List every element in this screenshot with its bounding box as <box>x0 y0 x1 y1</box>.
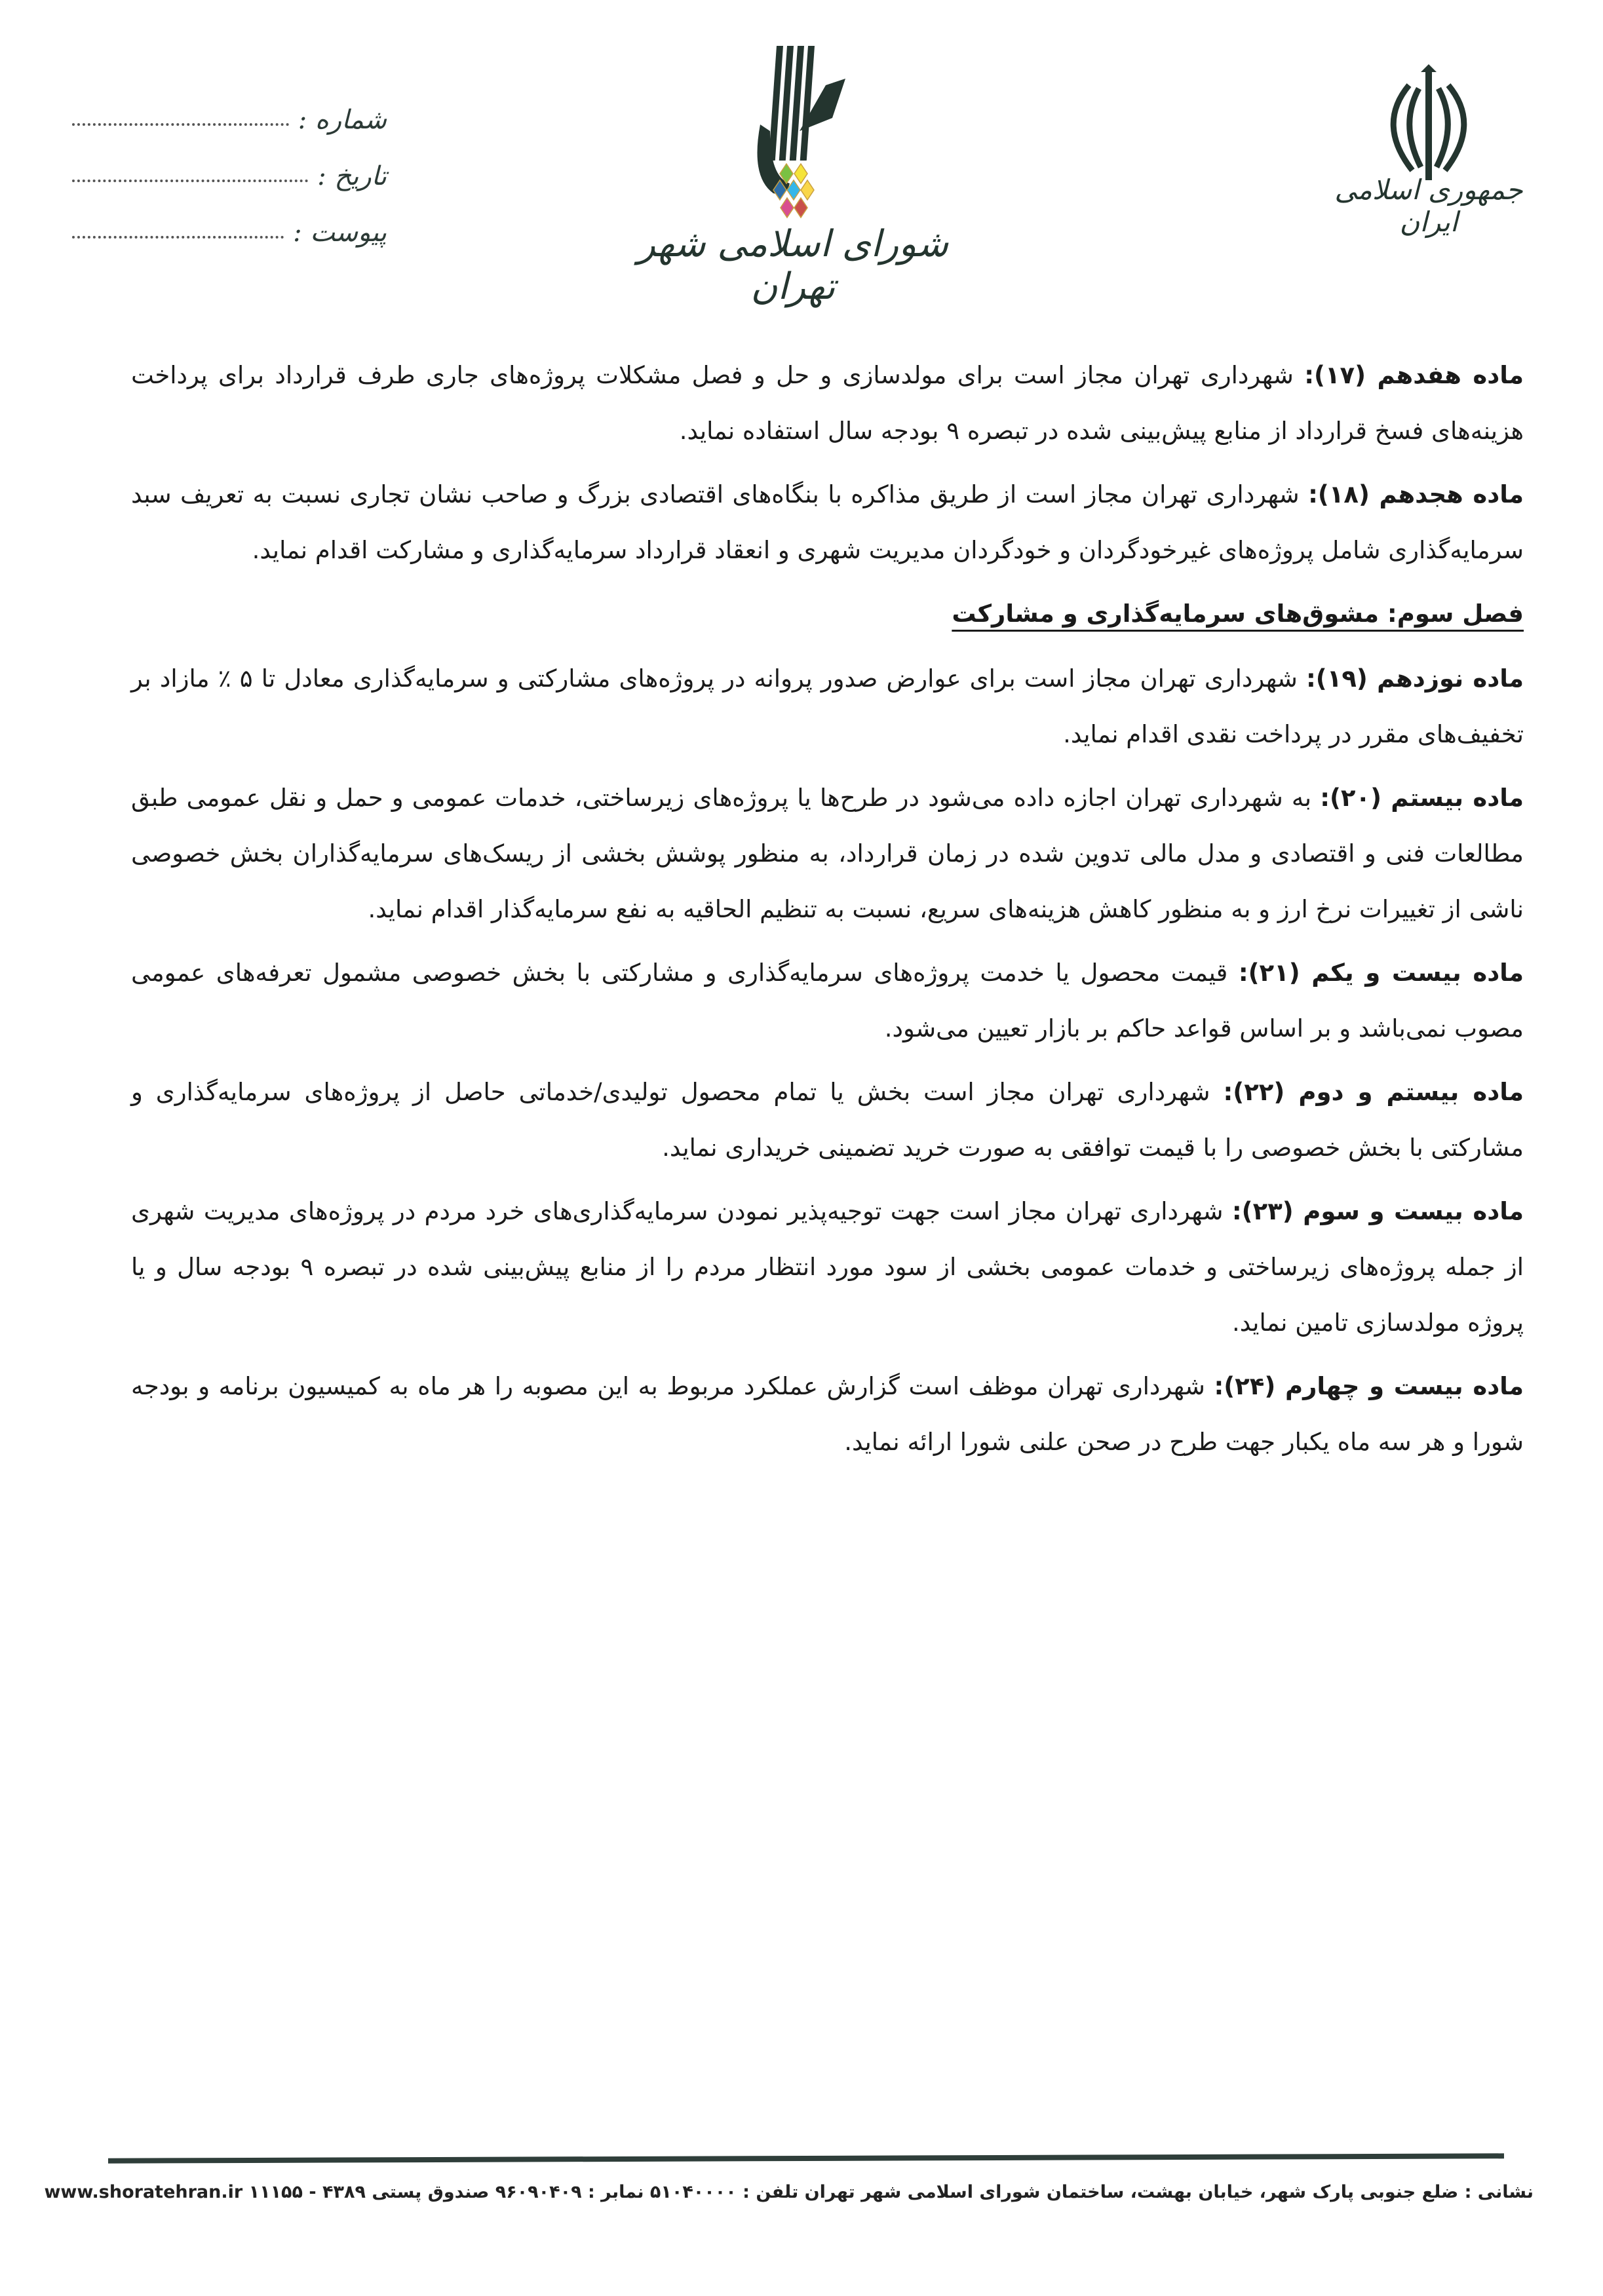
article-17 <box>131 347 1524 459</box>
article-19 <box>131 651 1524 762</box>
article-title: ماده بیست و چهارم (۲۴): <box>1214 1372 1524 1400</box>
article-text: به شهرداری تهران اجازه داده می‌شود در طرح‌ها یا پروژه‌های زیرساختی، خدمات عمومی و حمل و نقل عمومی طبق مطالعات فنی و اقتصادی و مدل مالی تدوین شده در زمان قرارداد، به منظور پوشش بخشی از ریسک‌های سرمایه‌گذاران بخش خصوصی ناشی از تغییرات نرخ ارز و به منظور کاهش هزینه‌های سریع، نسبت به تنظیم الحاقیه به نفع سرمایه‌گذار اقدام نماید. <box>131 784 1524 923</box>
article-title: ماده هفدهم (۱۷): <box>1304 361 1524 389</box>
attachment-field <box>72 191 387 248</box>
chapter-heading: فصل سوم: مشوق‌های سرمایه‌گذاری و مشارکت <box>952 600 1524 628</box>
date-label: تاریخ : <box>317 161 387 191</box>
article-24 <box>131 1358 1524 1470</box>
article-text: شهرداری تهران موظف است گزارش عملکرد مربوط به این مصوبه را هر ماه به کمیسیون برنامه و بودجه شورا و هر سه ماه یکبار جهت طرح در صحن علنی شورا ارائه نماید. <box>131 1372 1524 1456</box>
iran-emblem-icon <box>1363 59 1494 190</box>
article-20 <box>131 770 1524 937</box>
article-text: قیمت محصول یا خدمت پروژه‌های سرمایه‌گذاری و مشارکتی با بخش خصوصی مشمول تعرفه‌های عمومی مصوب نمی‌باشد و بر اساس قواعد حاکم بر بازار تعیین می‌شود. <box>131 959 1524 1043</box>
footer-address: نشانی : ضلع جنوبی پارک شهر، خیابان بهشت، ساختمان شورای اسلامی شهر تهران تلفن : ۵۱۰۴۰۰۰۰ نمابر : ۹۶۰۹۰۴۰۹ صندوق پستی ۴۳۸۹ - ۱۱۱۵۵ <box>242 2182 1534 2202</box>
dotted-line <box>72 123 289 126</box>
article-text: شهرداری تهران مجاز است از طریق مذاکره با بنگاه‌های اقتصادی بزرگ و صاحب نشان تجاری نسبت به تعریف سبد سرمایه‌گذاری شامل پروژه‌های غیرخودگردان و خودگردان مدیریت شهری و انعقاد قرارداد سرمایه‌گذاری و مشارکت اقدام نماید. <box>131 480 1524 564</box>
article-22 <box>131 1064 1524 1176</box>
article-title: ماده بیستم (۲۰): <box>1320 784 1524 812</box>
article-title: ماده بیستم و دوم (۲۲): <box>1223 1078 1524 1106</box>
article-text: شهرداری تهران مجاز است بخش یا تمام محصول تولیدی/خدماتی حاصل از پروژه‌های سرمایه‌گذاری و مشارکتی با بخش خصوصی را با قیمت توافقی به صورت خرید تضمینی خریداری نماید. <box>131 1078 1524 1162</box>
attachment-label: پیوست : <box>293 218 387 248</box>
emblem-text: جمهوری اسلامی ایران <box>1334 174 1523 238</box>
footer-website[interactable]: www.shoratehran.ir <box>44 2182 243 2202</box>
article-23 <box>131 1183 1524 1350</box>
council-logo-text: شورای اسلامی شهر تهران <box>637 223 949 308</box>
article-18 <box>131 467 1524 578</box>
article-title: ماده بیست و یکم (۲۱): <box>1238 959 1524 987</box>
article-text: شهرداری تهران مجاز است جهت توجیه‌پذیر نمودن سرمایه‌گذاری‌های خرد مردم در پروژه‌های مدیریت شهری از جمله پروژه‌های زیرساختی و خدمات عمومی بخشی از سود مورد انتظار مردم را از منابع پیش‌بینی شده در تبصره ۹ بودجه سال و یا پروژه مولدسازی تامین نماید. <box>131 1197 1524 1337</box>
article-text: شهرداری تهران مجاز است برای عوارض صدور پروانه در پروژه‌های مشارکتی و سرمایه‌گذاری معادل تا ۵ ٪ مازاد بر تخفیف‌های مقرر در پرداخت نقدی اقدام نماید. <box>131 664 1524 748</box>
article-21 <box>131 945 1524 1056</box>
document-body <box>131 347 1524 1478</box>
article-title: ماده نوزدهم (۱۹): <box>1306 664 1524 693</box>
dotted-line <box>72 236 284 239</box>
number-label: شماره : <box>298 105 387 135</box>
date-field <box>72 135 387 191</box>
article-title: ماده هجدهم (۱۸): <box>1308 480 1524 508</box>
dotted-line <box>72 180 308 182</box>
reference-fields <box>72 79 387 248</box>
article-text: شهرداری تهران مجاز است برای مولدسازی و حل و فصل مشکلات پروژه‌های جاری طرف قرارداد برای پرداخت هزینه‌های فسخ قرارداد از منابع پیش‌بینی شده در تبصره ۹ بودجه سال استفاده نماید. <box>131 361 1524 445</box>
number-field <box>72 79 387 135</box>
article-title: ماده بیست و سوم (۲۳): <box>1231 1197 1524 1225</box>
footer-divider <box>108 2153 1504 2163</box>
footer <box>44 2182 1534 2202</box>
